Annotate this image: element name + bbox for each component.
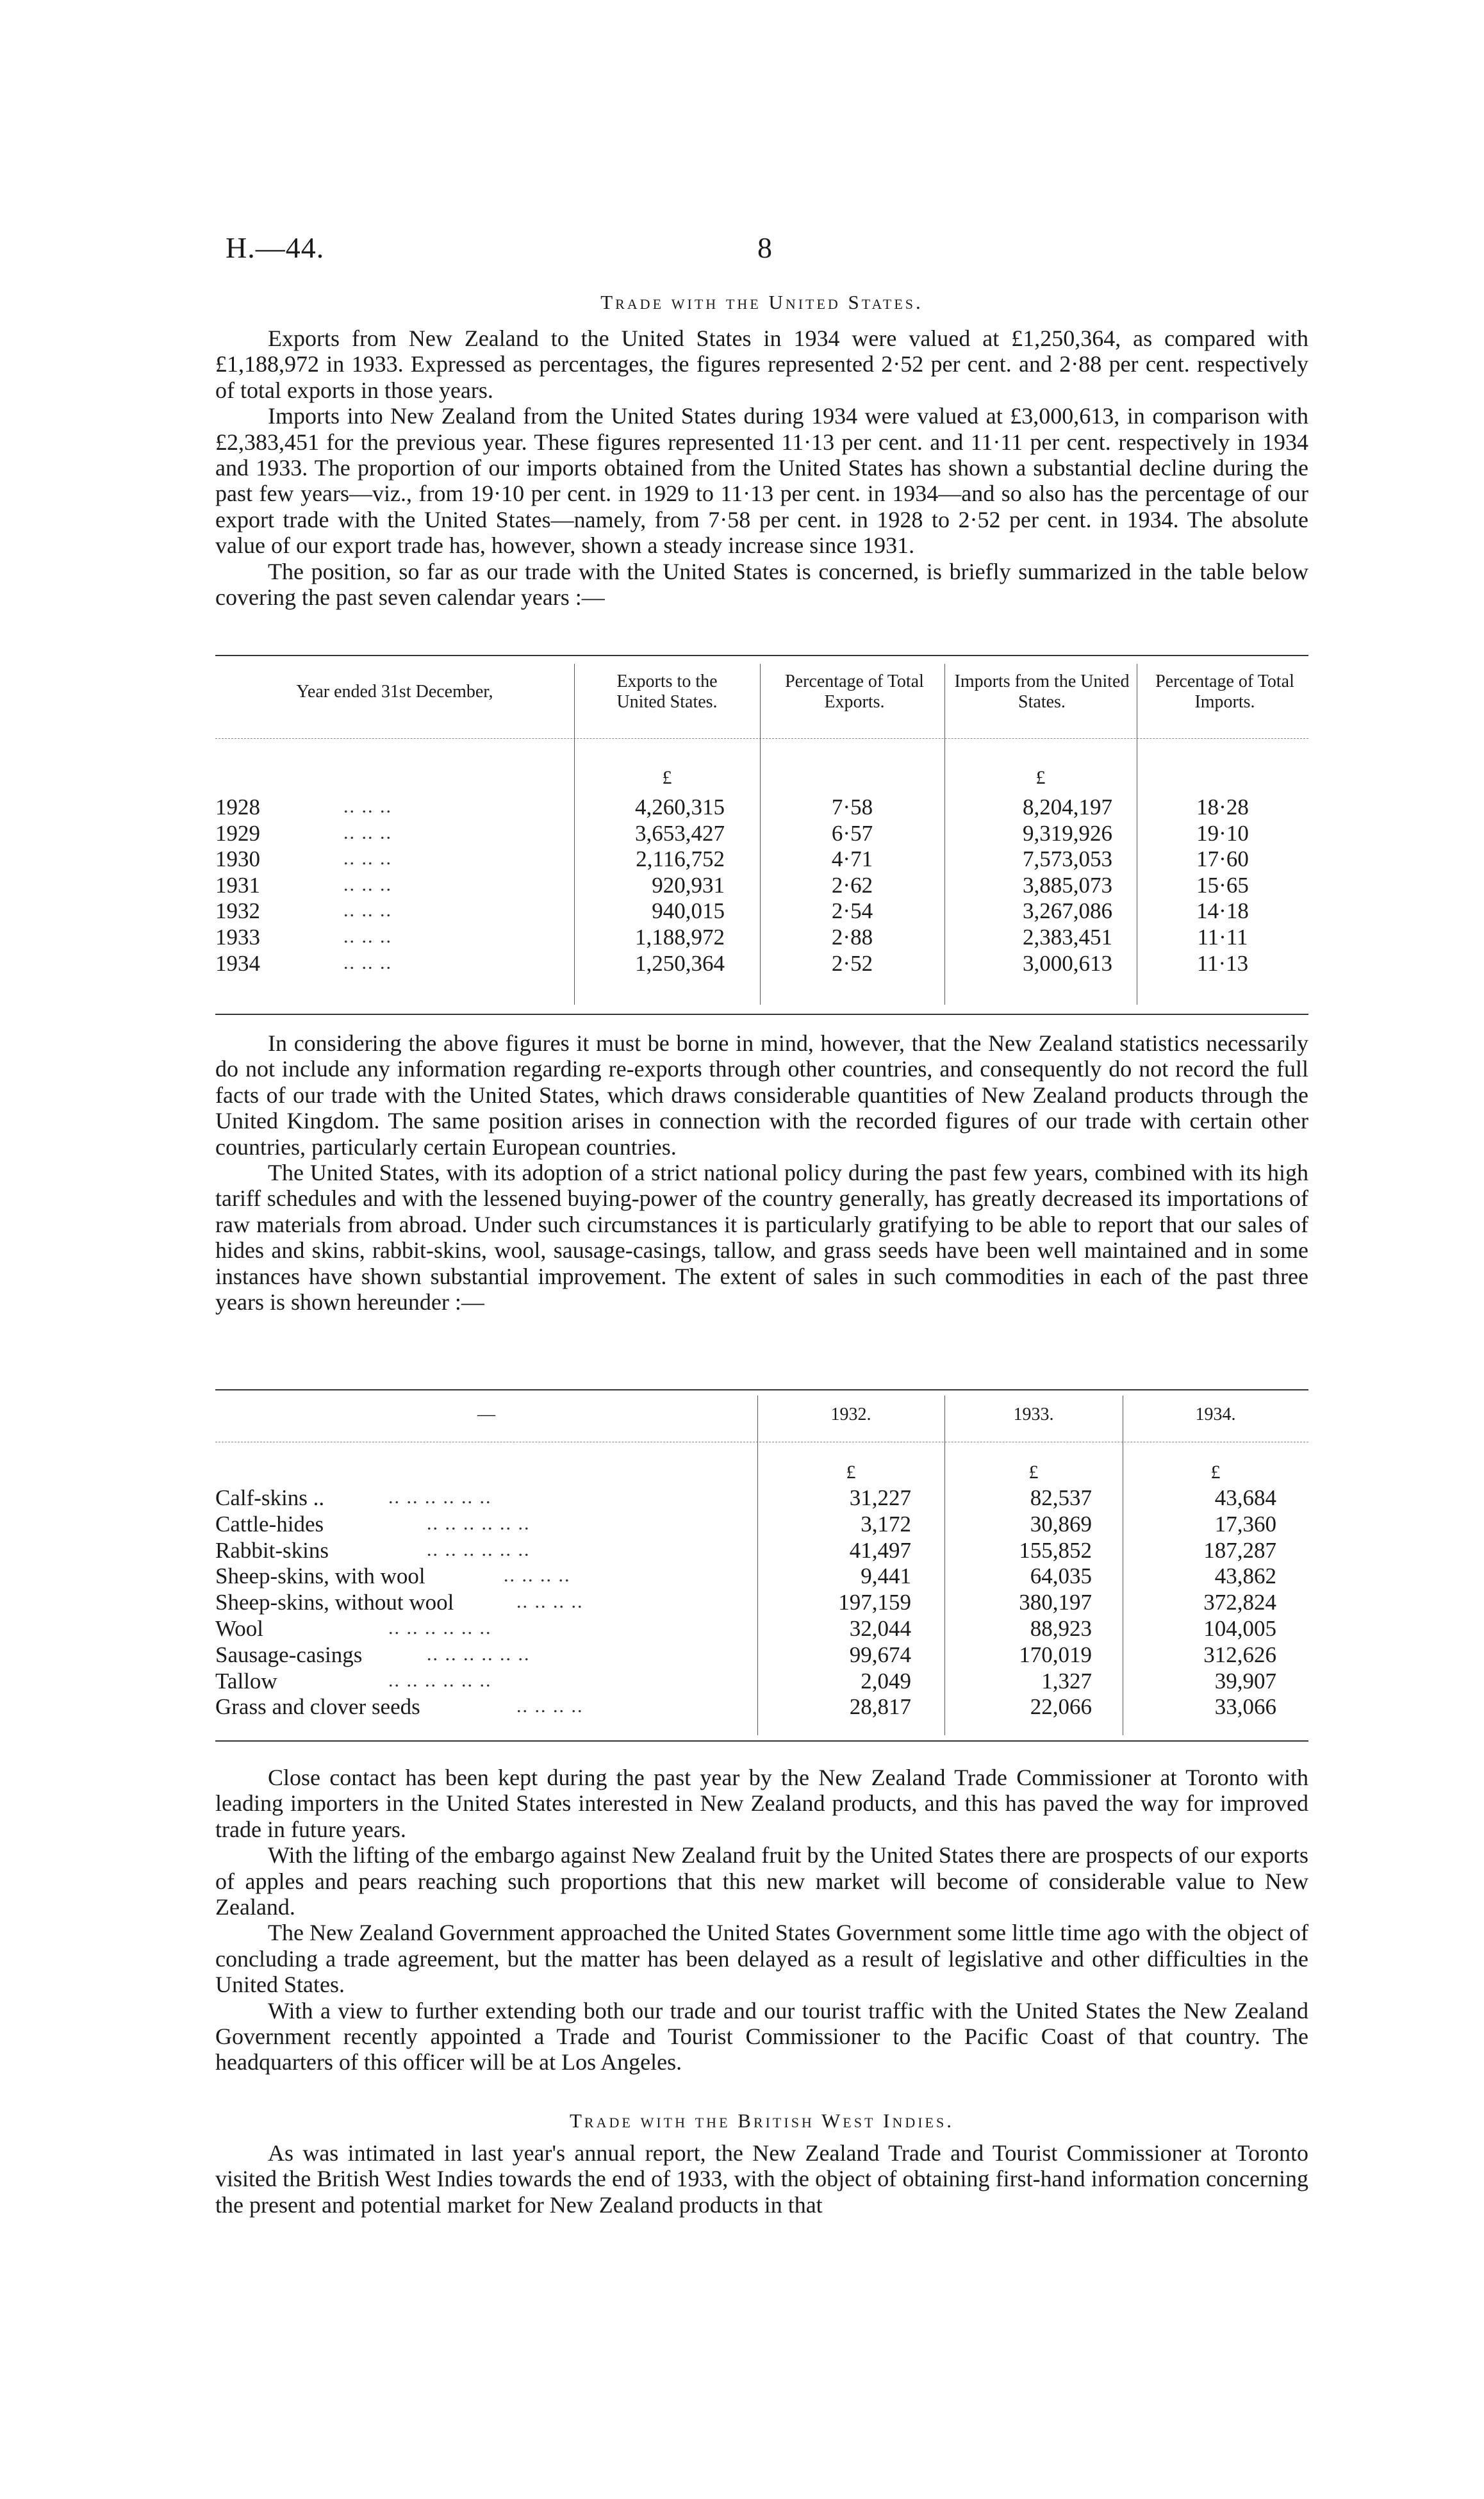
paragraph: In considering the above figures it must be borne in mind, however, that the New Zealand statistics necessarily do not include any information regarding re-exports through other countries, and consequently do not record the full facts of our trade with the United States, which draws considerable quantities of New Zealand products through the United Kingdom. The same position arises in connection with the recorded figures of our trade with certain other countries, particularly certain European countries.: [215, 1030, 1308, 1160]
pct-imports-cell: 17·60: [1196, 846, 1249, 872]
value-1934-cell: 43,684: [1214, 1485, 1276, 1510]
leader-dots: .. .. .. .. .. ..: [388, 1487, 492, 1508]
table-rule: [215, 738, 1308, 739]
value-1933-cell: 82,537: [1030, 1485, 1092, 1510]
value-1933-cell: 64,035: [1030, 1563, 1092, 1589]
leader-dots: .. .. .. ..: [516, 1695, 584, 1717]
commodity-cell: Grass and clover seeds: [215, 1694, 420, 1720]
imports-cell: 9,319,926: [1023, 820, 1112, 846]
commodity-cell: Wool: [215, 1616, 263, 1641]
imports-cell: 7,573,053: [1023, 846, 1112, 872]
commodity-cell: Cattle-hides: [215, 1511, 324, 1537]
leader-dots: .. .. .. .. .. ..: [427, 1538, 531, 1560]
value-1932-cell: 3,172: [861, 1511, 911, 1537]
paragraph: With a view to further extending both our trade and our tourist traffic with the United States the New Zealand Government recently appointed a Trade and Tourist Commissioner to the Pacific Coast of that country. The headquarters of this officer will be at Los Angeles.: [215, 1997, 1308, 2075]
imports-cell: 2,383,451: [1023, 925, 1112, 950]
value-1934-cell: 33,066: [1214, 1694, 1276, 1720]
pct-imports-cell: 14·18: [1196, 898, 1249, 924]
paragraph: Close contact has been kept during the past year by the New Zealand Trade Commissioner at Toronto with leading importers in the United States interested in New Zealand products, and this has paved the way for improved trade in future years.: [215, 1765, 1308, 1842]
value-1932-cell: 32,044: [849, 1616, 911, 1641]
paragraph: With the lifting of the embargo against New Zealand fruit by the United States there are prospects of our exports of apples and pears reaching such proportions that this new market will become of considerable value to New Zealand.: [215, 1842, 1308, 1920]
column-header-pct-exports: Percentage of Total Exports.: [785, 672, 924, 712]
value-1934-cell: 312,626: [1203, 1642, 1276, 1667]
pct-imports-cell: 11·13: [1196, 950, 1249, 976]
value-1933-cell: 380,197: [1019, 1590, 1092, 1615]
currency-label: £: [1210, 1462, 1221, 1483]
value-1932-cell: 9,441: [861, 1563, 911, 1589]
pct-imports-cell: 18·28: [1196, 795, 1249, 820]
value-1932-cell: 99,674: [849, 1642, 911, 1667]
pct-exports-cell: 4·71: [831, 846, 873, 872]
section-heading-west-indies: Trade with the British West Indies.: [570, 2109, 954, 2132]
value-1932-cell: 197,159: [838, 1590, 911, 1615]
section3-body: [215, 1765, 1308, 2075]
pct-imports-cell: 19·10: [1196, 820, 1249, 846]
leader-dots: .. .. .. .. .. ..: [427, 1643, 531, 1665]
section4-body: [215, 2140, 1308, 2218]
value-1932-cell: 28,817: [849, 1694, 911, 1720]
paragraph: The position, so far as our trade with the United States is concerned, is briefly summarized in the table below covering the past seven calendar years :—: [215, 558, 1308, 611]
value-1934-cell: 104,005: [1203, 1616, 1276, 1641]
value-1932-cell: 31,227: [849, 1485, 911, 1510]
value-1933-cell: 30,869: [1030, 1511, 1092, 1537]
commodity-cell: Rabbit-skins: [215, 1537, 329, 1563]
exports-cell: 3,653,427: [635, 820, 725, 846]
year-cell: 1931: [215, 872, 260, 898]
value-1934-cell: 43,862: [1214, 1563, 1276, 1589]
commodity-sales-table: [215, 1389, 1308, 1742]
pct-imports-cell: 15·65: [1196, 872, 1249, 898]
leader-dots: .. .. .. .. .. ..: [388, 1669, 492, 1691]
pct-exports-cell: 2·52: [831, 950, 873, 976]
section-heading-united-states: Trade with the United States.: [600, 291, 923, 313]
leader-dots: .. .. .. .. .. ..: [388, 1617, 492, 1638]
year-cell: 1934: [215, 950, 260, 976]
table-rule: [215, 1740, 1308, 1742]
exports-cell: 1,188,972: [635, 925, 725, 950]
column-header-pct-imports: Percentage of Total Imports.: [1155, 672, 1294, 712]
exports-cell: 4,260,315: [635, 795, 725, 820]
value-1934-cell: 187,287: [1203, 1537, 1276, 1563]
imports-cell: 3,267,086: [1023, 898, 1112, 924]
leader-dots: .. .. ..: [343, 821, 392, 843]
imports-cell: 3,885,073: [1023, 872, 1112, 898]
table-rule: [215, 1014, 1308, 1015]
leader-dots: .. .. ..: [343, 900, 392, 921]
paragraph: The United States, with its adoption of a strict national policy during the past few years, combined with its high tariff schedules and with the lessened buying-power of the country generally, has greatly decreased its importations of raw materials from abroad. Under such circumstances it is particularly gratifying to be able to report that our sales of hides and skins, rabbit-skins, wool, sausage-casings, tallow, and grass seeds have been well maintained and in some instances have shown substantial improvement. The extent of sales in such commodities in each of the past three years is shown hereunder :—: [215, 1160, 1308, 1315]
column-header-imports: Imports from the United States.: [954, 672, 1130, 712]
leader-dots: .. .. ..: [343, 926, 392, 947]
currency-label: £: [1028, 1462, 1039, 1483]
leader-dots: .. .. .. ..: [504, 1565, 571, 1587]
commodity-cell: Sheep-skins, with wool: [215, 1563, 425, 1589]
imports-cell: 3,000,613: [1023, 950, 1112, 976]
leader-dots: .. .. ..: [343, 848, 392, 870]
commodity-cell: Sausage-casings: [215, 1642, 363, 1667]
exports-cell: 1,250,364: [635, 950, 725, 976]
value-1933-cell: 170,019: [1019, 1642, 1092, 1667]
column-header-1934: 1934.: [1195, 1405, 1236, 1424]
leader-dots: .. .. ..: [343, 952, 392, 973]
value-1934-cell: 17,360: [1214, 1511, 1276, 1537]
imports-cell: 8,204,197: [1023, 795, 1112, 820]
leader-dots: .. .. ..: [343, 873, 392, 895]
value-1933-cell: 1,327: [1041, 1668, 1092, 1694]
pct-exports-cell: 2·62: [831, 872, 873, 898]
commodity-cell: Tallow: [215, 1668, 277, 1694]
year-cell: 1933: [215, 925, 260, 950]
value-1933-cell: 155,852: [1019, 1537, 1092, 1563]
column-header-1933: 1933.: [1013, 1405, 1054, 1424]
exports-cell: 2,116,752: [636, 846, 725, 872]
commodity-cell: Sheep-skins, without wool: [215, 1590, 454, 1615]
paragraph: Imports into New Zealand from the United States during 1934 were valued at £3,000,613, in comparison with £2,383,451 for the previous year. These figures represented 11·13 per cent. and 11·11 per cent. respectively in 1934 and 1933. The proportion of our imports obtained from the United States has shown a substantial decline during the past few years—viz., from 19·10 per cent. in 1929 to 11·13 per cent. in 1934—and so also has the percentage of our export trade with the United States—namely, from 7·58 per cent. in 1928 to 2·52 per cent. in 1934. The absolute value of our export trade has, however, shown a steady increase since 1931.: [215, 403, 1308, 559]
table-rule: [215, 1389, 1308, 1390]
pct-exports-cell: 2·54: [831, 898, 873, 924]
value-1932-cell: 2,049: [861, 1668, 911, 1694]
pct-exports-cell: 2·88: [831, 925, 873, 950]
leader-dots: .. .. .. ..: [516, 1591, 584, 1613]
column-header-exports: Exports to the United States.: [616, 672, 718, 712]
currency-label: £: [1035, 767, 1046, 788]
value-1933-cell: 88,923: [1030, 1616, 1092, 1641]
currency-label: £: [662, 767, 672, 788]
pct-exports-cell: 7·58: [831, 795, 873, 820]
paragraph: The New Zealand Government approached the United States Government some little time ago with the object of concluding a trade agreement, but the matter has been delayed as a result of legislative and other difficulties in the United States.: [215, 1920, 1308, 1998]
pct-exports-cell: 6·57: [831, 820, 873, 846]
year-cell: 1930: [215, 846, 260, 872]
column-header-1932: 1932.: [830, 1405, 871, 1424]
page-number: 8: [757, 231, 772, 264]
column-header-year: Year ended 31st December,: [296, 682, 493, 702]
year-cell: 1928: [215, 795, 260, 820]
pct-imports-cell: 11·11: [1197, 925, 1248, 950]
section1-body: [215, 326, 1308, 610]
leader-dots: .. .. ..: [343, 796, 392, 817]
exports-cell: 920,931: [652, 872, 725, 898]
column-header-item: —: [477, 1405, 495, 1424]
commodity-cell: Calf-skins ..: [215, 1485, 325, 1510]
currency-label: £: [846, 1462, 856, 1483]
exports-cell: 940,015: [652, 898, 725, 924]
leader-dots: .. .. .. .. .. ..: [427, 1512, 531, 1534]
value-1933-cell: 22,066: [1030, 1694, 1092, 1720]
paragraph: As was intimated in last year's annual report, the New Zealand Trade and Tourist Commissioner at Toronto visited the British West Indies towards the end of 1933, with the object of obtaining first-hand information concerning the present and potential market for New Zealand products in that: [215, 2140, 1308, 2218]
paragraph: Exports from New Zealand to the United States in 1934 were valued at £1,250,364, as compared with £1,188,972 in 1933. Expressed as percentages, the figures represented 2·52 per cent. and 2·88 per cent. respectively of total exports in those years.: [215, 326, 1308, 403]
value-1934-cell: 372,824: [1203, 1590, 1276, 1615]
section2-body: [215, 1030, 1308, 1315]
table-rule: [215, 655, 1308, 656]
document-reference: H.—44.: [226, 231, 325, 264]
year-cell: 1932: [215, 898, 260, 924]
year-cell: 1929: [215, 820, 260, 846]
value-1932-cell: 41,497: [849, 1537, 911, 1563]
us-trade-table: [215, 655, 1308, 1016]
value-1934-cell: 39,907: [1214, 1668, 1276, 1694]
